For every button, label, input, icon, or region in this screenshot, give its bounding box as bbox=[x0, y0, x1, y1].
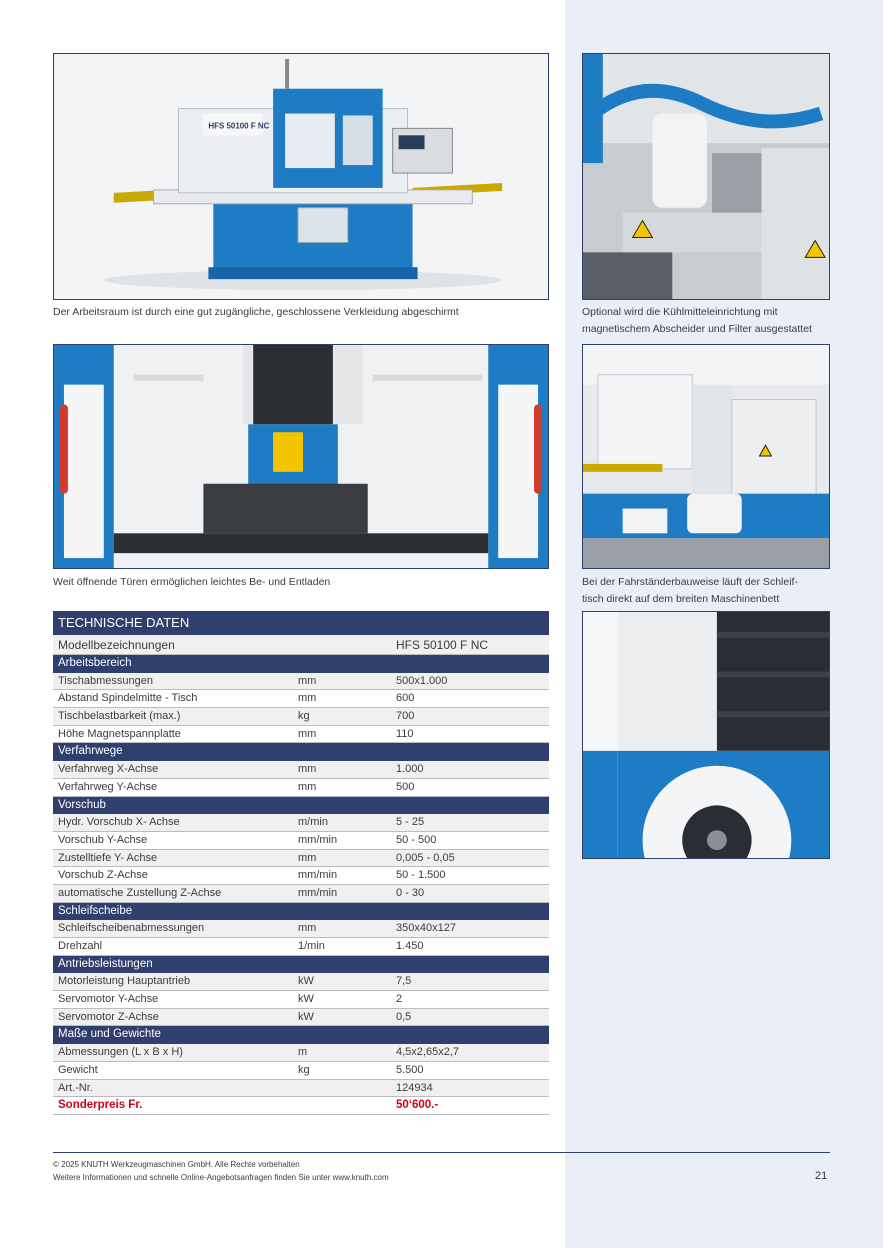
table-row: automatische Zustellung Z-Achse mm/min 0 - 30 bbox=[53, 885, 549, 903]
price-row bbox=[53, 1097, 549, 1115]
model-row bbox=[53, 635, 549, 655]
model-label: Modellbezeichnungen bbox=[58, 638, 175, 652]
table-row: Tischabmessungen mm 500x1.000 bbox=[53, 673, 549, 691]
footer-copyright: © 2025 KNUTH Werkzeugmaschinen GmbH. Alle Rechte vorbehalten bbox=[53, 1160, 300, 1169]
machine-overview-photo bbox=[53, 53, 549, 300]
footer-info: Weitere Informationen und schnelle Online-Angebotsanfragen finden Sie unter www.knuth.com bbox=[53, 1173, 389, 1182]
section-header: Verfahrwege bbox=[53, 743, 549, 761]
model-value: HFS 50100 F NC bbox=[396, 638, 489, 652]
caption-hall-2: tisch direkt auf dem breiten Maschinenbett bbox=[582, 593, 780, 605]
table-row: Vorschub Y-Achse mm/min 50 - 500 bbox=[53, 832, 549, 850]
table-row: Abmessungen (L x B x H) m 4,5x2,65x2,7 bbox=[53, 1044, 549, 1062]
section-header: Schleifscheibe bbox=[53, 903, 549, 921]
table-row: Hydr. Vorschub X- Achse m/min 5 - 25 bbox=[53, 814, 549, 832]
caption-machine-overview: Der Arbeitsraum ist durch eine gut zugängliche, geschlossene Verkleidung abgeschirmt bbox=[53, 306, 459, 318]
section-header: Antriebsleistungen bbox=[53, 956, 549, 974]
table-row: Höhe Magnetspannplatte mm 110 bbox=[53, 726, 549, 744]
table-row: Art.-Nr. 124934 bbox=[53, 1080, 549, 1098]
table-row: Drehzahl 1/min 1.450 bbox=[53, 938, 549, 956]
machine-hall-photo bbox=[582, 344, 830, 569]
table-row: Verfahrweg X-Achse mm 1.000 bbox=[53, 761, 549, 779]
section-header: Vorschub bbox=[53, 797, 549, 815]
table-row: Verfahrweg Y-Achse mm 500 bbox=[53, 779, 549, 797]
caption-doors: Weit öffnende Türen ermöglichen leichtes Be- und Entladen bbox=[53, 576, 331, 588]
section-header: Maße und Gewichte bbox=[53, 1026, 549, 1044]
table-row: Schleifscheibenabmessungen mm 350x40x127 bbox=[53, 920, 549, 938]
machine-nameplate: HFS 50100 F NC bbox=[208, 121, 270, 131]
table-row: Tischbelastbarkeit (max.) kg 700 bbox=[53, 708, 549, 726]
grinding-wheel-photo bbox=[582, 611, 830, 859]
caption-hall-1: Bei der Fahrständerbauweise läuft der Schleif- bbox=[582, 576, 798, 588]
price-label: Sonderpreis Fr. bbox=[58, 1099, 143, 1112]
price-value: 50‘600.- bbox=[396, 1099, 439, 1112]
table-row: Gewicht kg 5.500 bbox=[53, 1062, 549, 1080]
section-header: Arbeitsbereich bbox=[53, 655, 549, 673]
caption-coolant-2: magnetischem Abscheider und Filter ausgestattet bbox=[582, 323, 812, 335]
table-row: Servomotor Y-Achse kW 2 bbox=[53, 991, 549, 1009]
table-row: Vorschub Z-Achse mm/min 50 - 1.500 bbox=[53, 867, 549, 885]
work-area-doors-photo bbox=[53, 344, 549, 569]
page-number: 21 bbox=[815, 1170, 828, 1182]
coolant-system-photo bbox=[582, 53, 830, 300]
footer-divider bbox=[53, 1152, 830, 1153]
table-title: TECHNISCHE DATEN bbox=[53, 611, 549, 635]
table-row: Motorleistung Hauptantrieb kW 7,5 bbox=[53, 973, 549, 991]
table-row: Zustelltiefe Y- Achse mm 0,005 - 0,05 bbox=[53, 850, 549, 868]
caption-coolant-1: Optional wird die Kühlmitteleinrichtung mit bbox=[582, 306, 778, 318]
table-row: Abstand Spindelmitte - Tisch mm 600 bbox=[53, 690, 549, 708]
technical-data-table bbox=[53, 611, 549, 1115]
table-row: Servomotor Z-Achse kW 0,5 bbox=[53, 1009, 549, 1027]
